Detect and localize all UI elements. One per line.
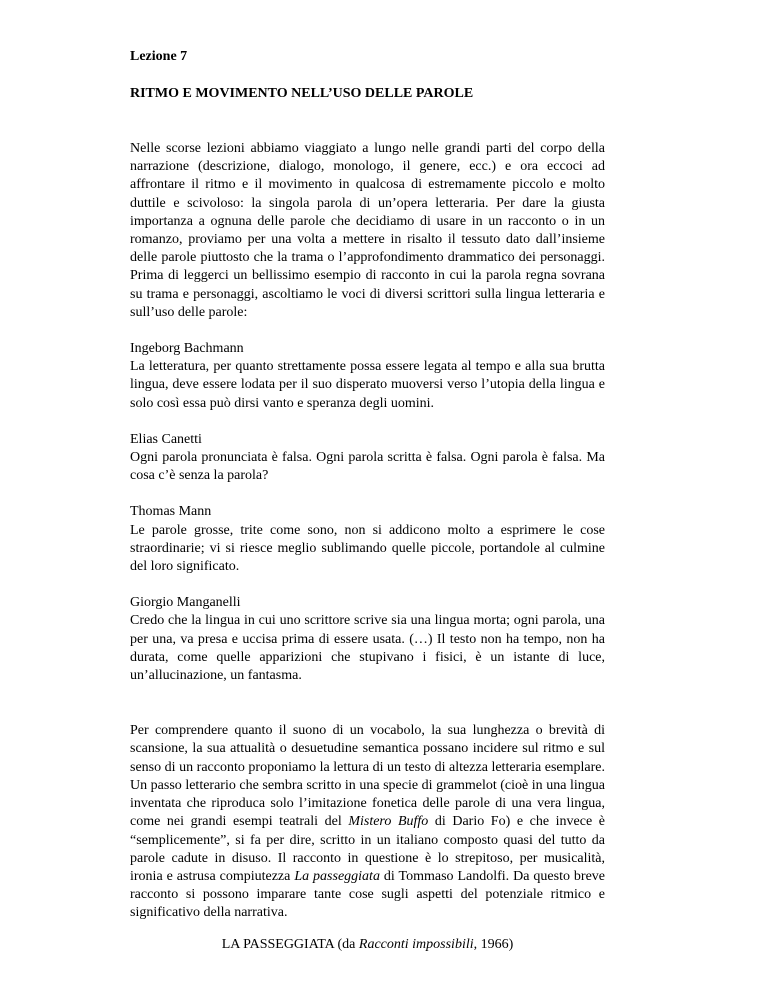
work-title-la-passeggiata: La passeggiata [294,868,380,884]
quote-block [130,431,605,486]
quote-text: Le parole grosse, trite come sono, non si addicono molto a esprimere le cose straordinarie; vi si riesce meglio sublimando quelle piccole, portandole al culmine del loro significato. [130,522,605,575]
lesson-number: Lezione 7 [130,49,188,64]
quote-block [130,340,605,413]
discussion-text-part1: Per comprendere quanto il suono di un vocabolo, la sua lunghezza o brevità di scansione, la sua attualità o desuetudine semantica possano incidere sul ritmo e sul senso di un racconto proponiamo la lettura di un testo di altezza letteraria esemplare. Un passo letterario che sembra scritto in una specie di grammelot (cioè in una lingua inventata che riproduca solo l’imitazione fonetica delle parole di una vera lingua, come nei grandi esempi teatrali del [130,723,605,830]
discussion-text-part3: di Tommaso Landolfi. Da questo breve racconto si possono imparare tante cose sugli aspetti del potenziale ritmico e significativo della narrativa. [130,868,606,921]
intro-paragraph: Nelle scorse lezioni abbiamo viaggiato a lungo nelle grandi parti del corpo della narrazione (descrizione, dialogo, monologo, il genere, ecc.) e ora eccoci ad affrontare il ritmo e il movimento in qualcosa di estremamente piccolo e molto duttile e scivoloso: la singola parola di un’opera letteraria. Per dare la giusta importanza a ognuna delle parole che decidiamo di usare in un racconto o in un romanzo, proviamo per una volta a mettere in risalto il tessuto dato dall’insieme delle parole piuttosto che la trama o l’approfondimento drammatico dei personaggi. Prima di leggerci un bellissimo esempio di racconto in cui la parola regna sovrana su trama e personaggi, ascoltiamo le voci di diversi scrittori sulla lingua letteraria e sull’uso delle parole: [130,141,605,320]
work-title-mistero-buffo: Mistero Buffo [348,814,429,830]
quote-text: Ogni parola pronunciata è falsa. Ogni parola scritta è falsa. Ogni parola è falsa. Ma cosa c’è senza la parola? [130,450,605,484]
discussion-text-part2: di Dario Fo) e che invece è “semplicemente”, si fa per dire, scritto in un italiano composto quasi del tutto da parole cadute in disuso. Il racconto in questione è lo strepitoso, per musicalità, ironia e astrusa compiutezza [130,814,605,884]
quote-author: Elias Canetti [130,431,202,447]
quote-text: Credo che la lingua in cui uno scrittore scrive sia una lingua morta; ogni parola, una per una, va presa e uccisa prima di essere usata. (…) Il testo non ha tempo, non ha durata, come quelle apparizioni che stupivano i fisici, è un istante di luce, un’allucinazione, un fantasma. [130,613,605,684]
quote-author: Giorgio Manganelli [130,595,241,611]
discussion-paragraph [130,722,605,922]
quote-block [130,503,605,576]
document-page [130,48,605,954]
quote-author: Thomas Mann [130,504,212,520]
quote-block [130,594,605,685]
story-title-post: , 1966) [473,936,514,952]
story-title-pre: LA PASSEGGIATA (da [221,936,359,952]
quote-text: La letteratura, per quanto strettamente possa essere legata al tempo e alla sua brutta lingua, deve essere lodata per il suo disperato muoversi verso l’utopia della lingua e solo così essa può dirsi vanto e speranza degli uomini. [130,359,605,411]
lesson-title: RITMO E MOVIMENTO NELL’USO DELLE PAROLE [130,86,474,101]
quote-author: Ingeborg Bachmann [130,341,244,357]
story-title [130,936,605,954]
story-source-title: Racconti impossibili [358,936,474,952]
